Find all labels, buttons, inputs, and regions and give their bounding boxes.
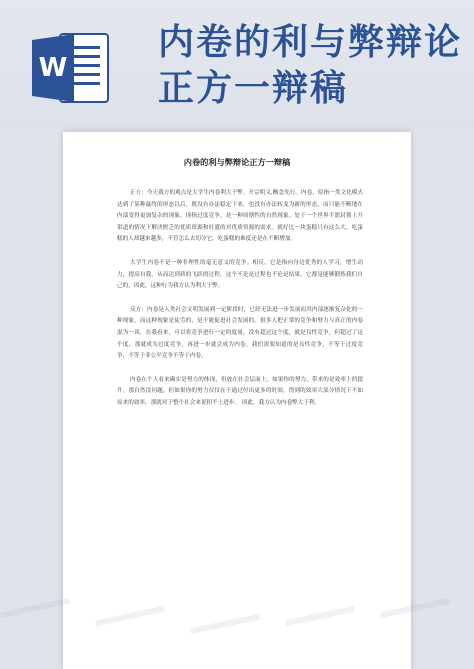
paragraph-4: 内卷在个人看来确实是努力的体现，但放在社会层面上，如果你的努力，带来的是效率上的提升，那自然没问题，但如果你的努力仅仅在于通过付出更多的时间，得到的效率大部分情况下不如原来的效率，那就对于整个社会来说积不上进步。 因此，我方认为内卷弊大于利。: [117, 376, 363, 406]
paragraph-1: 正方：今天我方的观点是大学生内卷利大于弊。开宗明义,概念先行。内卷，原指一类文化模式达到了某种最终的形态以后，既没有办法稳定下来，也没有办法转变为新的形态，而只能不断地在内部变得更加复杂的现象。现指过度竞争，是一种周期性的自然现象。处于一个世界不愿封锁上升渠道的情况下解决匮乏的优质资源和旺盛的对优质资源的需求。就好比一块蛋糕只有这么大，吃蛋糕的人却越来越多，不管怎么去切分它，吃蛋糕的难度还是在不断增加。: [117, 190, 363, 243]
document-page: [63, 132, 411, 669]
document-body: [117, 188, 363, 422]
paragraph-2: 大学生内卷不是一种非理性的毫无意义的竞争。相反，它是指向身边优秀的人学习，增生动力，提高自我。从而达到质的飞跃的过程，这个不论是过程也不论是结果，它都是能够锻炼我们自己的。因此，这种行为我方认为利大于弊。: [117, 259, 363, 290]
word-icon: [30, 30, 110, 106]
svg-text:W: W: [38, 53, 68, 83]
paragraph-3: 反方：内卷是人类社会文明发展到一定阶段时，已经无法进一步发展而其内部逐渐复杂化的一种现象。而这种现象是徒劳的，是不能促进社会发展的。很多人把正常的竞争和努力与真正的内卷混为一谈，在我看来，可以将竞争进行一定的度量，没有超过这个度，就是良性竞争。但超过了这个度，那就成为过度竞争，再进一步就会成为内卷。我们需要知道的是良性竞争，不等于过度竞争，不等于非公平竞争不等于内卷。: [117, 306, 363, 360]
banner-title-line2: 正方一辩稿: [158, 68, 349, 109]
header-banner: [0, 0, 474, 130]
document-title: 内卷的利与弊辩论正方一辩稿: [183, 157, 291, 167]
banner-title-line1: 内卷的利与弊辩论: [158, 22, 463, 63]
watermark-strip: [0, 595, 474, 655]
banner-title: [158, 20, 463, 112]
